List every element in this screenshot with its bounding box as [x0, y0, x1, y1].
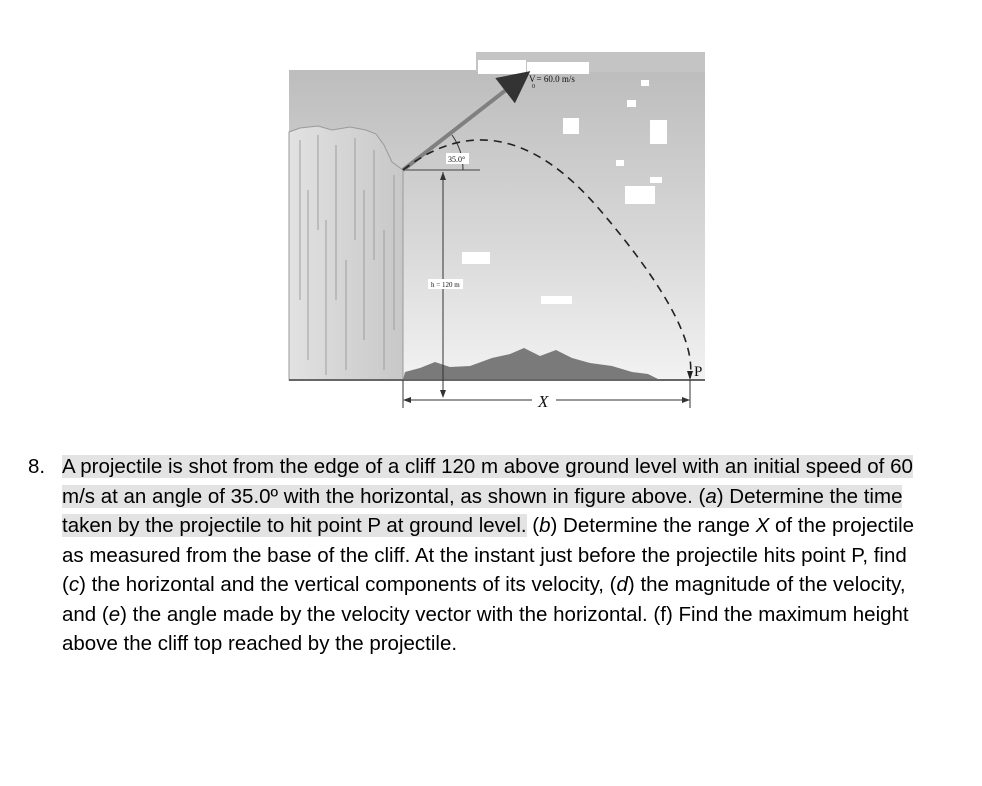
range-arrow-right [682, 397, 690, 403]
highlighted-text: A projectile is shot from the edge of a cliff 120 m above ground level with an initial speed of 60 m/s at an angle of 35.0º with the horizontal, as shown in figure above. (a) Determine the time taken by the projectile to hit point P at ground level. [62, 455, 913, 537]
angle-label: 35.0° [448, 155, 466, 164]
height-label: h = 120 m [431, 281, 460, 289]
velocity-label: V= 60.0 m/s [529, 74, 575, 84]
velocity-label-subscript: 0 [532, 84, 535, 90]
problem-number: 8. [28, 455, 46, 478]
problem-text: A projectile is shot from the edge of a cliff 120 m above ground level with an initial speed of 60 m/s at an angle of 35.0º with the horizontal, as shown in figure above. (a) Determine the time taken by the projectile to hit point P at ground level. (b) Determine the range X of the projectile as measured from the base of the cliff. At the instant just before the projectile hits point P, find (c) the horizontal and the vertical components of its velocity, (d) the magnitude of the velocity, and (e) the angle made by the velocity vector with the horizontal. (f) Find the maximum height above the cliff top reached by the projectile. [62, 455, 915, 655]
range-arrow-left [403, 397, 411, 403]
height-arrow-bottom [440, 390, 446, 398]
point-p-label: P [694, 364, 703, 380]
range-label: X [538, 392, 549, 411]
